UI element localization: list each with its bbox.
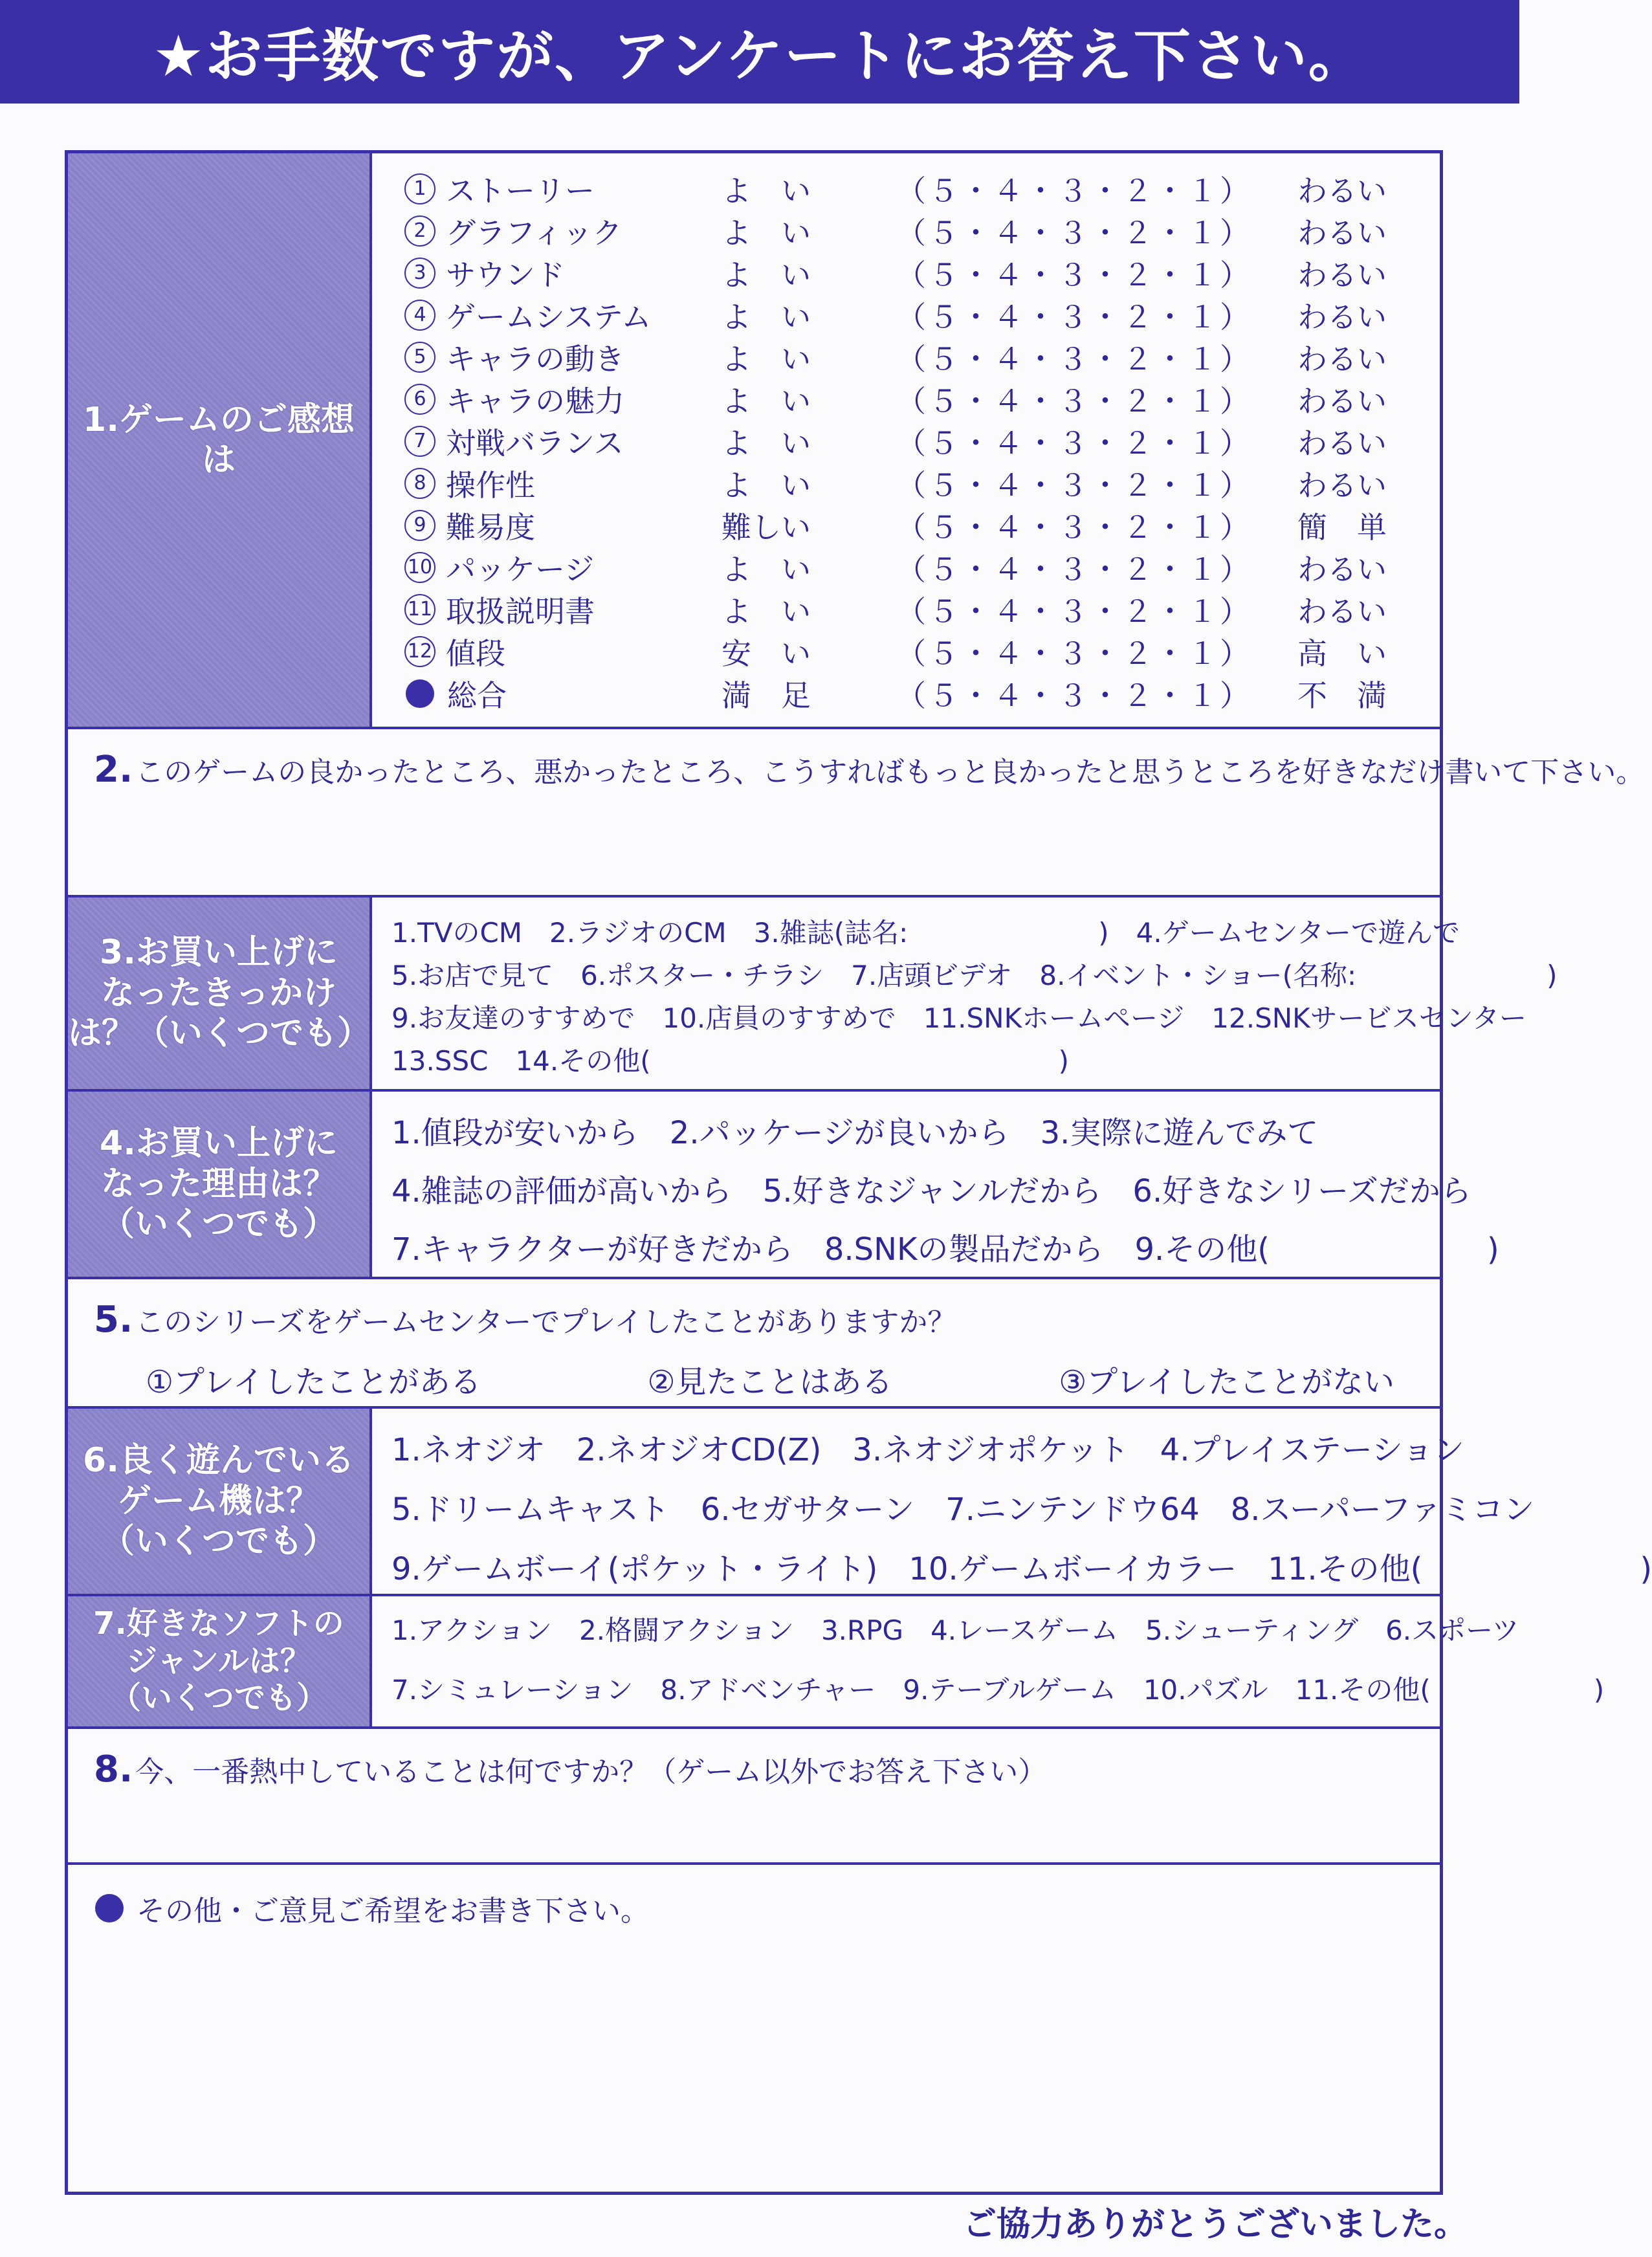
item-number: 11 xyxy=(404,594,435,625)
rating-scale[interactable]: （５・４・３・２・１） xyxy=(896,677,1252,713)
rating-bad-label: 高 い xyxy=(1297,635,1387,671)
rating-good-label: よ い xyxy=(721,341,811,377)
q6-option-line[interactable]: 1.ネオジオ 2.ネオジオCD(Z) 3.ネオジオポケット 4.プレイステーション xyxy=(391,1432,1464,1468)
item-number: 8 xyxy=(404,468,435,499)
rating-item-label: 操作性 xyxy=(446,467,535,503)
rating-row xyxy=(404,210,1440,252)
q5-question: 5.このシリーズをゲームセンターでプレイしたことがありますか？ xyxy=(94,1299,956,1341)
rating-row xyxy=(404,546,1440,588)
rating-good-label: よ い xyxy=(721,425,811,461)
rating-item-label: ストーリー xyxy=(446,173,595,208)
thanks-message: ご協力ありがとうございました。 xyxy=(962,2205,1468,2244)
bullet-icon xyxy=(95,1894,124,1922)
item-number: 2 xyxy=(404,215,435,247)
q2-answer-area[interactable] xyxy=(94,800,1420,885)
q2-question: 2.このゲームの良かったところ、悪かったところ、こうすればもっと良かったと思うところを好きなだけ書いて下さい。 xyxy=(94,749,1645,791)
rating-scale[interactable]: （５・４・３・２・１） xyxy=(896,341,1252,377)
rating-bad-label: わるい xyxy=(1297,173,1387,208)
q3-option-line[interactable]: 1.TVのCM 2.ラジオのCM 3.雑誌(誌名: ) 4.ゲームセンターで遊んで xyxy=(391,917,1460,949)
section-q5 xyxy=(68,1279,1440,1409)
rating-item-label: キャラの動き xyxy=(446,341,624,377)
rating-item-label: 難易度 xyxy=(446,509,535,545)
rating-good-label: よ い xyxy=(721,299,811,335)
rating-good-label: よ い xyxy=(721,173,811,208)
bullet-icon xyxy=(406,679,434,708)
rating-row xyxy=(404,168,1440,210)
item-number: 10 xyxy=(404,552,435,583)
item-number: 3 xyxy=(404,258,435,289)
section-q7 xyxy=(68,1596,1605,1729)
rating-bad-label: わるい xyxy=(1297,341,1387,377)
section-q2 xyxy=(68,729,1645,897)
rating-row xyxy=(404,672,1440,714)
item-number: 7 xyxy=(404,426,435,457)
rating-good-label: 難しい xyxy=(721,509,811,545)
rating-item-label: 取扱説明書 xyxy=(446,593,595,629)
q4-options xyxy=(372,1092,1499,1277)
rating-bad-label: わるい xyxy=(1297,551,1387,587)
q7-label: 7.好きなソフトの ジャンルは？ （いくつでも） xyxy=(68,1596,372,1726)
section-q8 xyxy=(68,1729,1440,1865)
rating-good-label: よ い xyxy=(721,257,811,292)
rating-bad-label: わるい xyxy=(1297,257,1387,292)
questionnaire-form xyxy=(65,150,1652,2195)
rating-scale[interactable]: （５・４・３・２・１） xyxy=(896,551,1252,587)
q3-option-line[interactable]: 5.お店で見て 6.ポスター・チラシ 7.店頭ビデオ 8.イベント・ショー(名称: ) xyxy=(391,960,1558,991)
q6-option-line[interactable]: 5.ドリームキャスト 6.セガサターン 7.ニンテンドウ64 8.スーパーファミコン xyxy=(391,1492,1535,1528)
section-other xyxy=(68,1865,1440,2192)
other-question: その他・ご意見ご希望をお書き下さい。 xyxy=(94,1888,1420,1929)
q1-label: 1.ゲームのご感想は xyxy=(68,153,372,727)
q5-option-played[interactable]: ①プレイしたことがある xyxy=(146,1364,481,1400)
rating-item-label: グラフィック xyxy=(446,215,622,250)
rating-row xyxy=(404,630,1440,672)
rating-good-label: よ い xyxy=(721,383,811,419)
rating-scale[interactable]: （５・４・３・２・１） xyxy=(896,299,1252,335)
q5-options xyxy=(94,1357,1420,1402)
item-number: 1 xyxy=(404,173,435,204)
rating-row xyxy=(404,378,1440,420)
q7-option-line[interactable]: 7.シミュレーション 8.アドベンチャー 9.テーブルゲーム 10.パズル 11.その他( ) xyxy=(391,1674,1605,1706)
rating-good-label: よ い xyxy=(721,215,811,250)
item-number: 12 xyxy=(404,636,435,667)
q3-option-line[interactable]: 9.お友達のすすめで 10.店員のすすめで 11.SNKホームページ 12.SNKサービスセンター xyxy=(391,1002,1527,1034)
rating-scale[interactable]: （５・４・３・２・１） xyxy=(896,593,1252,629)
rating-scale[interactable]: （５・４・３・２・１） xyxy=(896,215,1252,250)
rating-good-label: よ い xyxy=(721,593,811,629)
rating-scale[interactable]: （５・４・３・２・１） xyxy=(896,383,1252,419)
rating-item-label: 対戦バランス xyxy=(446,425,624,461)
q1-rating-table xyxy=(372,153,1440,727)
q7-options xyxy=(372,1596,1605,1726)
section-q3 xyxy=(68,897,1558,1092)
rating-row xyxy=(404,462,1440,504)
page-header xyxy=(0,0,1519,104)
rating-row xyxy=(404,336,1440,378)
rating-bad-label: わるい xyxy=(1297,593,1387,629)
item-number: 4 xyxy=(404,300,435,331)
rating-scale[interactable]: （５・４・３・２・１） xyxy=(896,635,1252,671)
rating-good-label: 満 足 xyxy=(721,677,811,713)
q4-option-line[interactable]: 7.キャラクターが好きだから 8.SNKの製品だから 9.その他( ) xyxy=(391,1231,1499,1268)
q5-option-seen[interactable]: ②見たことはある xyxy=(647,1364,893,1400)
other-answer-area[interactable] xyxy=(94,1943,1420,2182)
rating-item-label: 値段 xyxy=(446,635,505,671)
q4-option-line[interactable]: 1.値段が安いから 2.パッケージが良いから 3.実際に遊んでみて xyxy=(391,1115,1319,1151)
section-q1 xyxy=(68,153,1440,729)
rating-row xyxy=(404,294,1440,336)
section-q6 xyxy=(68,1409,1652,1596)
item-number: 9 xyxy=(404,510,435,541)
q6-options xyxy=(372,1409,1652,1594)
rating-bad-label: わるい xyxy=(1297,467,1387,503)
rating-bad-label: わるい xyxy=(1297,299,1387,335)
q8-question: 8.今、一番熱中していることは何ですか？（ゲーム以外でお答え下さい） xyxy=(94,1748,1047,1790)
rating-scale[interactable]: （５・４・３・２・１） xyxy=(896,173,1252,208)
rating-good-label: よ い xyxy=(721,551,811,587)
rating-scale[interactable]: （５・４・３・２・１） xyxy=(896,467,1252,503)
q7-option-line[interactable]: 1.アクション 2.格闘アクション 3.RPG 4.レースゲーム 5.シューティング 6.スポーツ xyxy=(391,1614,1519,1646)
item-number: 5 xyxy=(404,342,435,373)
rating-scale[interactable]: （５・４・３・２・１） xyxy=(896,509,1252,545)
page-title: ★お手数ですが、アンケートにお答え下さい。 xyxy=(153,23,1367,89)
rating-item-label: パッケージ xyxy=(446,551,595,587)
rating-bad-label: わるい xyxy=(1297,215,1387,250)
rating-item-label: ゲームシステム xyxy=(446,299,652,335)
rating-bad-label: 簡 単 xyxy=(1297,509,1387,545)
q5-option-never[interactable]: ③プレイしたことがない xyxy=(1059,1364,1394,1400)
rating-row xyxy=(404,504,1440,546)
q6-label: 6.良く遊んでいる ゲーム機は？ （いくつでも） xyxy=(68,1409,372,1594)
q4-option-line[interactable]: 4.雑誌の評価が高いから 5.好きなジャンルだから 6.好きなシリーズだから xyxy=(391,1173,1471,1209)
rating-row xyxy=(404,588,1440,630)
rating-bad-label: 不 満 xyxy=(1297,677,1387,713)
rating-bad-label: わるい xyxy=(1297,383,1387,419)
q6-option-line[interactable]: 9.ゲームボーイ(ポケット・ライト) 10.ゲームボーイカラー 11.その他( ) xyxy=(391,1551,1652,1587)
q3-options xyxy=(372,897,1558,1089)
rating-good-label: よ い xyxy=(721,467,811,503)
q4-label: 4.お買い上げに なった理由は？ （いくつでも） xyxy=(68,1092,372,1277)
q8-answer-area[interactable] xyxy=(94,1800,1420,1858)
rating-scale[interactable]: （５・４・３・２・１） xyxy=(896,257,1252,292)
rating-row xyxy=(404,420,1440,462)
rating-scale[interactable]: （５・４・３・２・１） xyxy=(896,425,1252,461)
rating-row xyxy=(404,252,1440,294)
q3-label: 3.お買い上げに なったきっかけ は？（いくつでも） xyxy=(68,897,372,1089)
q3-option-line[interactable]: 13.SSC 14.その他( ) xyxy=(391,1045,1070,1077)
rating-item-label: 総合 xyxy=(447,677,507,713)
rating-item-label: サウンド xyxy=(446,257,565,292)
rating-good-label: 安 い xyxy=(721,635,811,671)
item-number: 6 xyxy=(404,384,435,415)
section-q4 xyxy=(68,1092,1499,1279)
rating-item-label: キャラの魅力 xyxy=(446,383,624,419)
rating-bad-label: わるい xyxy=(1297,425,1387,461)
